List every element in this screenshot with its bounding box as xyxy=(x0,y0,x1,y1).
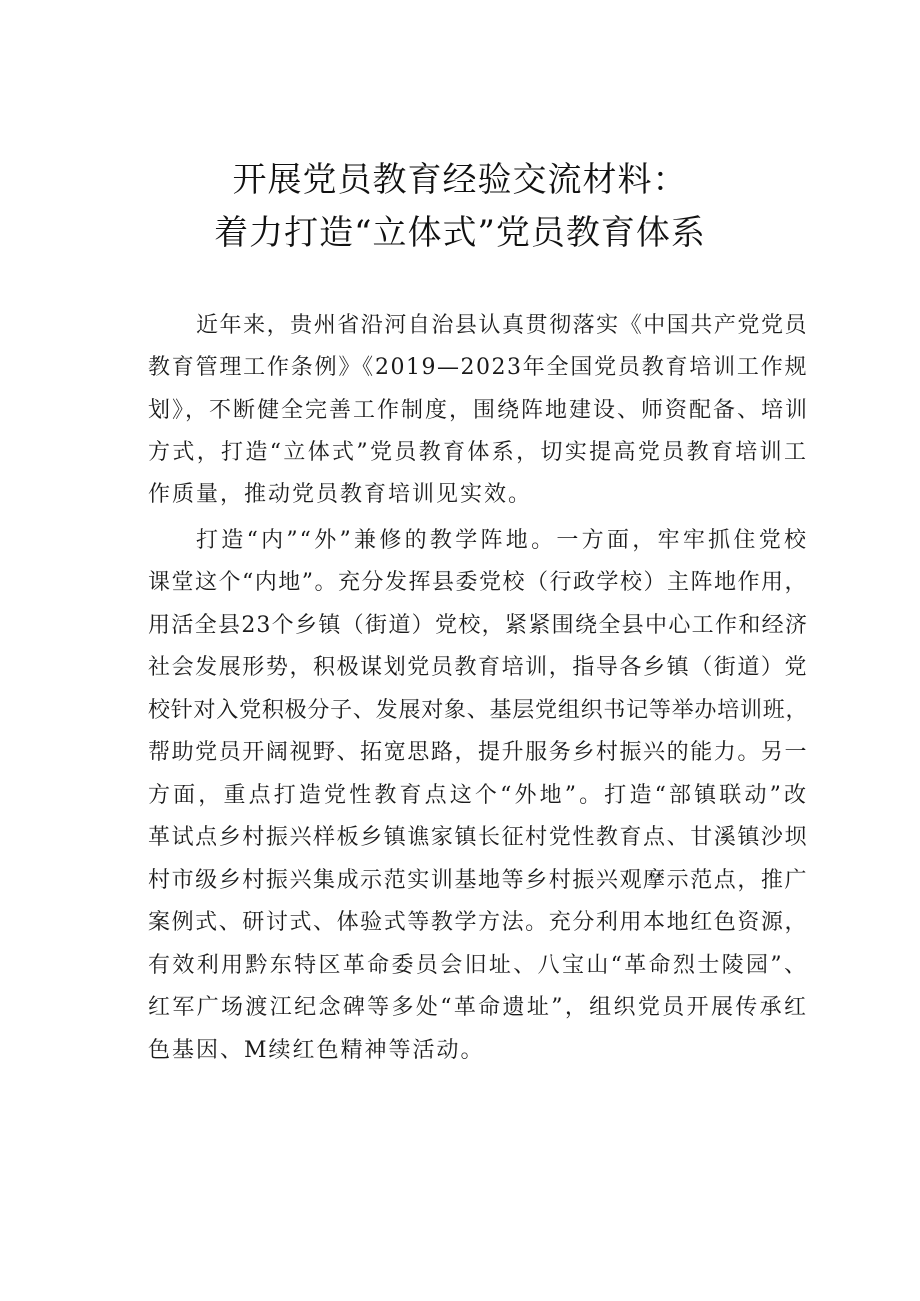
document-title-line-1: 开展党员教育经验交流材料： xyxy=(232,160,688,200)
paragraph-1-line-3: 划》，不断健全完善工作制度，围绕阵地建设、师资配备、培训 xyxy=(148,398,810,423)
paragraph-1-line-5: 作质量，推动党员教育培训见实效。 xyxy=(148,482,533,507)
document-title-line-2: 着力打造“立体式”党员教育体系 xyxy=(214,213,706,253)
paragraph-2-line-7: 方面，重点打造党性教育点这个“外地”。打造“部镇联动”改 xyxy=(148,783,808,808)
paragraph-2-line-10: 案例式、研讨式、体验式等教学方法。充分利用本地红色资源， xyxy=(148,910,808,935)
paragraph-2-line-1: 打造“内”“外”兼修的教学阵地。一方面，牢牢抓住党校 xyxy=(196,528,808,553)
paragraph-1-line-1: 近年来，贵州省沿河自治县认真贯彻落实《中国共产党党员 xyxy=(196,313,808,338)
paragraph-2-line-8: 革试点乡村振兴样板乡镇谯家镇长征村党性教育点、甘溪镇沙坝 xyxy=(148,825,808,850)
paragraph-2-line-9: 村市级乡村振兴集成示范实训基地等乡村振兴观摩示范点，推广 xyxy=(148,868,808,893)
paragraph-2-line-4: 社会发展形势，积极谋划党员教育培训，指导各乡镇（街道）党 xyxy=(148,655,808,680)
paragraph-2-line-5: 校针对入党积极分子、发展对象、基层党组织书记等举办培训班， xyxy=(148,698,808,723)
paragraph-1-line-2: 教育管理工作条例》《2019—2023年全国党员教育培训工作规 xyxy=(148,355,808,380)
paragraph-1-line-4: 方式，打造“立体式”党员教育体系，切实提高党员教育培训工 xyxy=(148,440,808,465)
paragraph-2-line-2: 课堂这个“内地”。充分发挥县委党校（行政学校）主阵地作用， xyxy=(148,570,808,595)
paragraph-2-line-11: 有效利用黔东特区革命委员会旧址、八宝山“革命烈士陵园”、 xyxy=(148,953,808,978)
paragraph-2-line-3: 用活全县23个乡镇（街道）党校，紧紧围绕全县中心工作和经济 xyxy=(148,613,808,638)
paragraph-2-line-13: 色基因、M续红色精神等活动。 xyxy=(148,1038,485,1063)
paragraph-2-line-6: 帮助党员开阔视野、拓宽思路，提升服务乡村振兴的能力。另一 xyxy=(148,740,808,765)
paragraph-2-line-12: 红军广场渡江纪念碑等多处“革命遗址”，组织党员开展传承红 xyxy=(148,995,808,1020)
